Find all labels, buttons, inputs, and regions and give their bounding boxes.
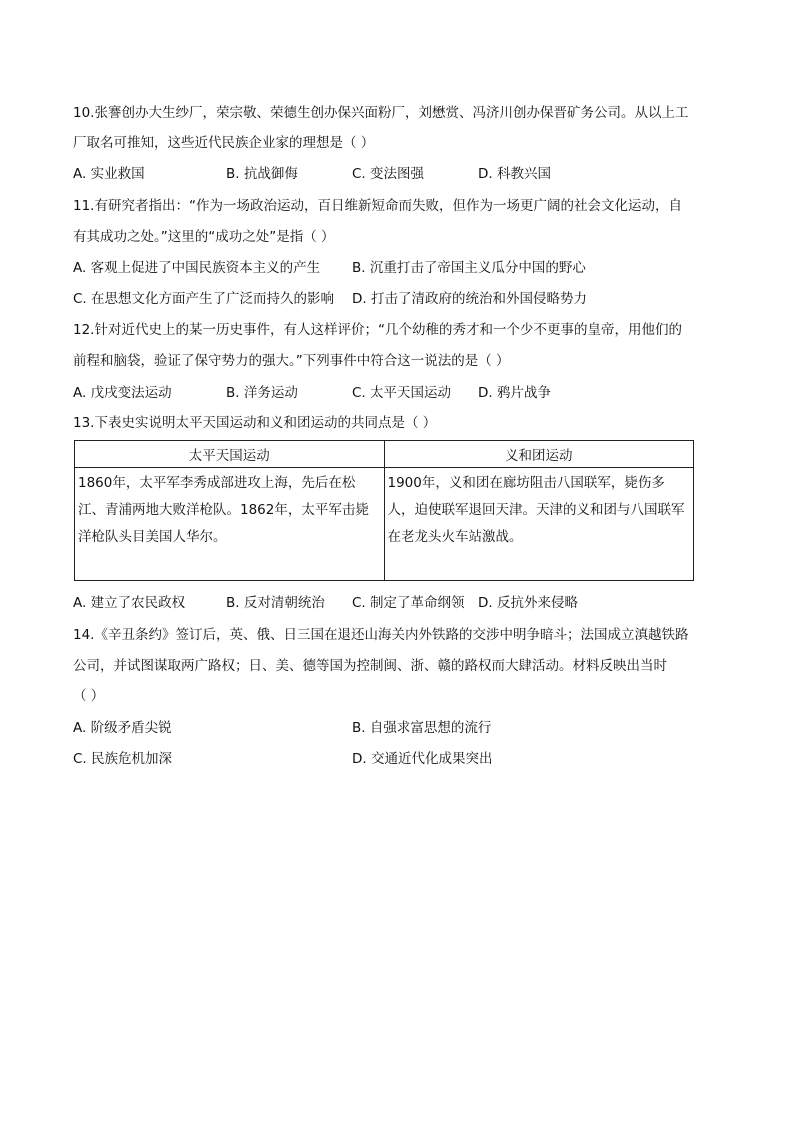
q14-option-b[interactable]: B. 自强求富思想的流行 (352, 720, 492, 736)
q13-option-d[interactable]: D. 反抗外来侵略 (478, 595, 578, 611)
q10-option-b[interactable]: B. 抗战御侮 (226, 166, 298, 182)
q13-taiping-text: 1860年，太平军李秀成部进攻上海，先后在松江、青浦两地大败洋枪队。1862年，太平军击毙洋枪队头目美国人华尔。 (78, 475, 369, 545)
q14-stem-line3: （ ） (73, 688, 105, 704)
q11-stem-line1: 11.有研究者指出：“作为一场政治运动，百日维新短命而失败，但作为一场更广阔的社会文化运动，自 (73, 198, 682, 214)
q13-option-c[interactable]: C. 制定了革命纲领 (352, 595, 465, 611)
q10-option-a[interactable]: A. 实业救国 (73, 166, 145, 182)
q14-stem-line1: 14.《辛丑条约》签订后，英、俄、日三国在退还山海关内外铁路的交涉中明争暗斗；法国成立滇越铁路 (73, 627, 689, 643)
q10-stem-line2: 厂取名可推知，这些近代民族企业家的理想是（ ） (73, 135, 375, 151)
q13-table-header-boxer: 义和团运动 (384, 441, 694, 468)
q13-table-cell-taiping (75, 468, 385, 581)
q11-option-c[interactable]: C. 在思想文化方面产生了广泛而持久的影响 (73, 291, 335, 307)
q10-option-c[interactable]: C. 变法图强 (352, 166, 425, 182)
q13-boxer-text: 1900年，义和团在廊坊阻击八国联军，毙伤多人，迫使联军退回天津。天津的义和团与八国联军在老龙头火车站激战。 (387, 475, 685, 545)
q14-option-a[interactable]: A. 阶级矛盾尖锐 (73, 720, 172, 736)
q12-option-d[interactable]: D. 鸦片战争 (478, 385, 551, 401)
q14-stem-line2: 公司，并试图谋取两广路权；日、美、德等国为控制闽、浙、赣的路权而大肆活动。材料反映出当时 (73, 658, 667, 674)
q11-option-d[interactable]: D. 打击了清政府的统治和外国侵略势力 (352, 291, 587, 307)
q13-stem-line1: 13.下表史实说明太平天国运动和义和团运动的共同点是（ ） (73, 415, 437, 431)
q13-option-a[interactable]: A. 建立了农民政权 (73, 595, 186, 611)
q11-option-b[interactable]: B. 沉重打击了帝国主义瓜分中国的野心 (352, 260, 586, 276)
q13-option-b[interactable]: B. 反对清朝统治 (226, 595, 325, 611)
q10-option-d[interactable]: D. 科教兴国 (478, 166, 551, 182)
q13-table-header-taiping: 太平天国运动 (75, 441, 385, 468)
q13-history-table (74, 440, 694, 581)
q13-table-cell-boxer (384, 468, 694, 581)
q14-option-c[interactable]: C. 民族危机加深 (73, 751, 173, 767)
q10-stem-line1: 10.张謇创办大生纱厂，荣宗敬、荣德生创办保兴面粉厂，刘懋赏、冯济川创办保晋矿务公司。从以上工 (73, 105, 689, 121)
q11-stem-line2: 有其成功之处。”这里的“成功之处”是指（ ） (73, 229, 335, 245)
q12-option-a[interactable]: A. 戊戌变法运动 (73, 385, 172, 401)
q12-option-b[interactable]: B. 洋务运动 (226, 385, 298, 401)
q14-option-d[interactable]: D. 交通近代化成果突出 (352, 751, 493, 767)
q12-stem-line2: 前程和脑袋，验证了保守势力的强大。”下列事件中符合这一说法的是（ ） (73, 353, 510, 369)
q11-option-a[interactable]: A. 客观上促进了中国民族资本主义的产生 (73, 260, 321, 276)
q12-stem-line1: 12.针对近代史上的某一历史事件，有人这样评价；“几个幼稚的秀才和一个少不更事的皇帝，用他们的 (73, 322, 682, 338)
q12-option-c[interactable]: C. 太平天国运动 (352, 385, 452, 401)
